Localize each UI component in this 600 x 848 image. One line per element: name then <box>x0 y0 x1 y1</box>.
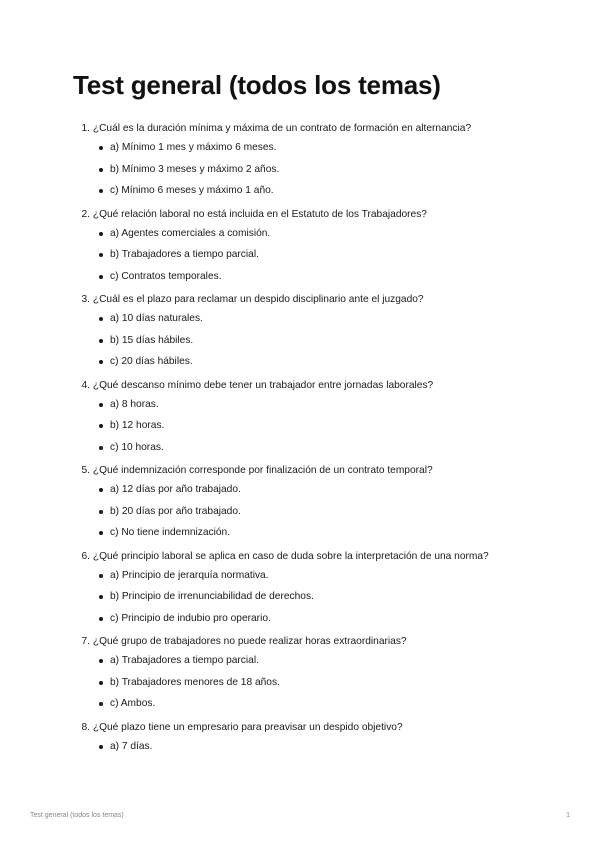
answer-option: b) Principio de irrenunciabilidad de derechos. <box>73 590 573 612</box>
question-item <box>73 293 573 377</box>
question-text-row <box>73 550 573 569</box>
question-text: ¿Qué relación laboral no está incluida en el Estatuto de los Trabajadores? <box>92 208 427 220</box>
question-text-row <box>73 464 573 483</box>
question-item <box>73 379 573 463</box>
question-text-row <box>73 635 573 654</box>
answer-option: c) No tiene indemnización. <box>73 526 573 548</box>
question-number: 4. <box>81 379 90 391</box>
answer-option: c) 20 días hábiles. <box>73 355 573 377</box>
option-list <box>73 227 573 292</box>
question-item <box>73 208 573 292</box>
option-list <box>73 740 573 762</box>
answer-option: a) Agentes comerciales a comisión. <box>73 227 573 249</box>
question-text: ¿Qué grupo de trabajadores no puede realizar horas extraordinarias? <box>92 636 407 647</box>
question-text-row <box>73 122 573 141</box>
option-list <box>73 654 573 719</box>
answer-option: a) Trabajadores a tiempo parcial. <box>73 654 573 676</box>
question-list <box>73 122 573 763</box>
question-number: 8. <box>81 721 90 733</box>
answer-option: b) 12 horas. <box>73 419 573 441</box>
answer-option: a) 7 días. <box>73 740 573 762</box>
option-list <box>73 141 573 206</box>
answer-option: c) Mínimo 6 meses y máximo 1 año. <box>73 184 573 206</box>
answer-option: a) Mínimo 1 mes y máximo 6 meses. <box>73 141 573 163</box>
question-number: 6. <box>81 550 90 562</box>
question-text: ¿Cuál es la duración mínima y máxima de un contrato de formación en alternancia? <box>92 123 472 134</box>
question-text-row <box>73 208 573 227</box>
question-text: ¿Qué plazo tiene un empresario para preavisar un despido objetivo? <box>92 721 403 733</box>
question-item <box>73 550 573 634</box>
question-number: 5. <box>81 465 90 476</box>
option-list <box>73 569 573 634</box>
answer-option: b) 15 días hábiles. <box>73 334 573 356</box>
question-number: 3. <box>81 294 90 305</box>
answer-option: a) 12 días por año trabajado. <box>73 483 573 505</box>
answer-option: c) Principio de indubio pro operario. <box>73 612 573 634</box>
answer-option: a) 10 días naturales. <box>73 312 573 334</box>
answer-option: b) Trabajadores menores de 18 años. <box>73 676 573 698</box>
page-number: 1 <box>566 812 570 819</box>
question-number: 1. <box>81 123 90 134</box>
answer-option: b) 20 días por año trabajado. <box>73 505 573 527</box>
option-list <box>73 398 573 463</box>
answer-option: c) Contratos temporales. <box>73 270 573 292</box>
question-number: 7. <box>81 636 90 647</box>
answer-option: c) 10 horas. <box>73 441 573 463</box>
page-title: Test general (todos los temas) <box>73 70 441 100</box>
question-item <box>73 464 573 548</box>
answer-option: a) Principio de jerarquía normativa. <box>73 569 573 591</box>
answer-option: a) 8 horas. <box>73 398 573 420</box>
question-text-row <box>73 721 573 740</box>
answer-option: c) Ambos. <box>73 697 573 719</box>
question-text-row <box>73 379 573 398</box>
answer-option: b) Mínimo 3 meses y máximo 2 años. <box>73 163 573 185</box>
question-item <box>73 122 573 206</box>
footer-title: Test general (todos los temas) <box>30 812 124 819</box>
question-text: ¿Qué indemnización corresponde por finalización de un contrato temporal? <box>92 465 433 476</box>
question-text: ¿Cuál es el plazo para reclamar un despido disciplinario ante el juzgado? <box>92 294 424 305</box>
question-text-row <box>73 293 573 312</box>
question-item <box>73 635 573 719</box>
option-list <box>73 312 573 377</box>
question-number: 2. <box>81 208 90 220</box>
option-list <box>73 483 573 548</box>
question-text: ¿Qué descanso mínimo debe tener un trabajador entre jornadas laborales? <box>92 379 434 391</box>
answer-option: b) Trabajadores a tiempo parcial. <box>73 248 573 270</box>
question-item <box>73 721 573 762</box>
question-text: ¿Qué principio laboral se aplica en caso de duda sobre la interpretación de una norma? <box>92 550 489 562</box>
